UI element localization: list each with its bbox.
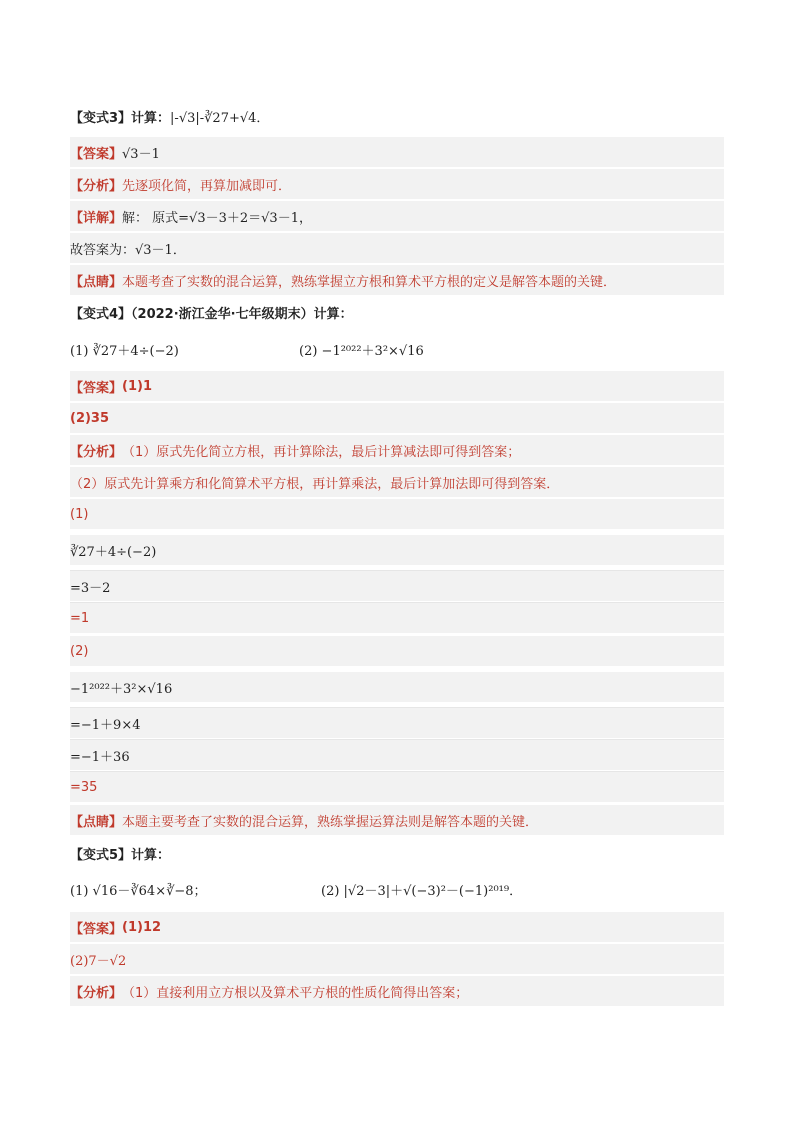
variant-4-answer-1 [70, 371, 724, 401]
step-row [70, 636, 724, 666]
variant-5-problems [70, 874, 724, 904]
variant-3-answer [70, 137, 724, 167]
analysis-label: 【分析】 [70, 444, 123, 460]
variant-5-answer-2 [70, 944, 724, 974]
answer-part-1: (1)1 [122, 378, 152, 394]
analysis-label: 【分析】 [70, 985, 123, 1001]
detail-text: 解： 原式=√3－3＋2＝√3－1， [122, 210, 312, 226]
variant-4-analysis-1 [70, 435, 724, 465]
answer-value: √3－1 [122, 146, 160, 162]
variant-4-answer-2 [70, 403, 724, 433]
variant-3-heading: 【变式3】计算： [70, 110, 171, 126]
answer-label: 【答案】 [70, 146, 123, 162]
variant-5-problem-1: (1) √16－∛64×∛−8； [70, 883, 207, 899]
step-text: =−1＋36 [70, 749, 130, 765]
analysis-line-1: （1）原式先化简立方根，再计算除法，最后计算减法即可得到答案； [122, 444, 521, 460]
variant-3-comment [70, 265, 724, 295]
step-row [70, 603, 724, 633]
variant-5-heading: 【变式5】计算： [70, 847, 171, 863]
answer-part-2: (2)7－√2 [70, 953, 127, 969]
analysis-line-2: （2）原式先计算乘方和化简算术平方根，再计算乘法，最后计算加法即可得到答案． [70, 476, 560, 492]
answer-part-2: (2)35 [70, 410, 110, 426]
detail-label: 【详解】 [70, 210, 123, 226]
step-row [70, 740, 724, 770]
comment-label: 【点睛】 [70, 274, 123, 290]
analysis-label: 【分析】 [70, 178, 123, 194]
comment-label: 【点睛】 [70, 814, 123, 830]
step-text: =35 [70, 779, 98, 795]
comment-text: 本题主要考查了实数的混合运算，熟练掌握运算法则是解答本题的关键． [122, 814, 539, 830]
variant-4-analysis-2 [70, 467, 724, 497]
variant-4-comment [70, 805, 724, 835]
step-text: (1) [70, 506, 89, 522]
variant-3-analysis [70, 169, 724, 199]
step-row [70, 535, 724, 565]
step-text: ∛27＋4÷(−2) [70, 544, 157, 560]
step-row [70, 499, 724, 529]
variant-4-problems [70, 334, 724, 364]
variant-3-final [70, 233, 724, 263]
comment-text: 本题考查了实数的混合运算，熟练掌握立方根和算术平方根的定义是解答本题的关键． [122, 274, 617, 290]
step-text: =1 [70, 610, 90, 626]
step-row [70, 708, 724, 738]
step-text: =−1＋9×4 [70, 717, 141, 733]
variant-3-expression: |-√3|-∛27+√4． [170, 110, 270, 126]
variant-4-heading: 【变式4】（2022·浙江金华·七年级期末）计算： [70, 306, 353, 322]
variant-3-detail [70, 201, 724, 231]
step-row [70, 571, 724, 601]
step-row [70, 772, 724, 802]
step-row [70, 672, 724, 702]
analysis-text: （1）直接利用立方根以及算术平方根的性质化简得出答案； [122, 985, 469, 1001]
final-answer-text: 故答案为：√3－1． [70, 242, 186, 258]
variant-3-question [70, 101, 724, 131]
analysis-text: 先逐项化简，再算加减即可． [122, 178, 292, 194]
variant-5-answer-1 [70, 912, 724, 942]
variant-4-question [70, 297, 724, 327]
answer-label: 【答案】 [70, 921, 123, 937]
variant-5-analysis [70, 976, 724, 1006]
step-text: −1²⁰²²＋3²×√16 [70, 681, 173, 697]
variant-4-problem-2: (2) −1²⁰²²＋3²×√16 [299, 343, 424, 359]
answer-part-1: (1)12 [122, 919, 162, 935]
step-text: =3－2 [70, 580, 111, 596]
variant-5-problem-2: (2) |√2－3|＋√(−3)²－(−1)²⁰¹⁹． [321, 883, 523, 899]
answer-label: 【答案】 [70, 380, 123, 396]
variant-5-question [70, 838, 724, 868]
step-text: (2) [70, 643, 89, 659]
variant-4-problem-1: (1) ∛27＋4÷(−2) [70, 343, 179, 359]
